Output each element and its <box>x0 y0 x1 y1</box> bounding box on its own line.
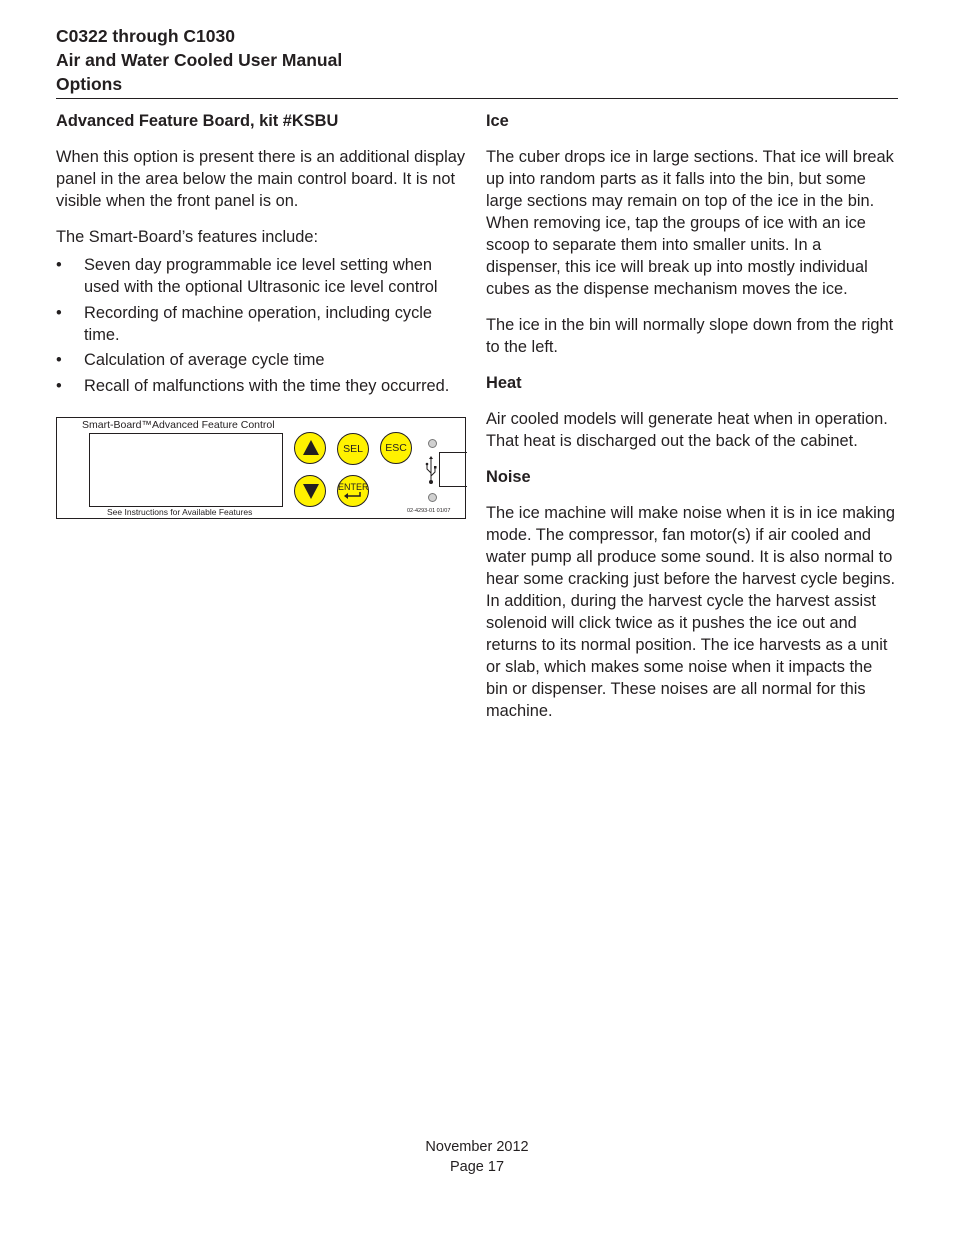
enter-button[interactable] <box>337 475 369 507</box>
ice-paragraph-1: The cuber drops ice in large sections. That ice will break up into random parts as it falls into the bin, but some large sections may remain on top of the ice in the bin. When removing ice, tap the groups of ice with an ice scoop to separate them into smaller units. In a dispenser, this ice will break up into mostly individual cubes as the dispense mechanism moves the ice. <box>486 148 894 298</box>
status-led-top <box>428 439 437 448</box>
left-column <box>56 110 470 400</box>
noise-paragraph: The ice machine will make noise when it is in ice making mode. The compressor, fan motor(s) if air cooled and water pump all produce some sound. It is also normal to hear some cracking just before the harvest cycle begins. In addition, during the harvest cycle the harvest assist solenoid will click twice as it pushes the ice out and returns to its normal position. The ice harvests as a unit or slab, which makes some noise when it impacts the bin or dispenser. These noises are all normal for this machine. <box>486 504 896 720</box>
status-led-bottom <box>428 493 437 502</box>
noise-heading: Noise <box>486 468 531 486</box>
list-item-text: Calculation of average cycle time <box>84 351 325 369</box>
right-column <box>486 110 898 736</box>
header-divider <box>56 98 898 99</box>
feature-list <box>56 254 470 397</box>
heat-heading: Heat <box>486 374 522 392</box>
esc-button[interactable]: ESC <box>380 432 412 464</box>
usb-icon <box>425 456 437 486</box>
smart-board-panel-diagram <box>56 417 466 519</box>
down-arrow-button[interactable] <box>294 475 326 507</box>
list-item <box>56 349 470 371</box>
list-item <box>56 375 470 397</box>
bullet-marker: • <box>56 256 62 274</box>
panel-title: Smart-Board™Advanced Feature Control <box>82 419 275 431</box>
bullet-marker: • <box>56 351 62 369</box>
footer-date: November 2012 <box>425 1139 529 1155</box>
footer-page-number: Page 17 <box>449 1159 505 1175</box>
up-arrow-button[interactable] <box>294 432 326 464</box>
list-item <box>56 302 470 346</box>
heat-paragraph: Air cooled models will generate heat when in operation. That heat is discharged out the back of the cabinet. <box>486 410 888 450</box>
advanced-feature-intro: When this option is present there is an additional display panel in the area below the main control board. It is not visible when the front panel is on. <box>56 148 466 210</box>
page-header <box>56 24 898 96</box>
up-arrow-icon <box>295 433 327 463</box>
list-item-text: Seven day programmable ice level setting when used with the optional Ultrasonic ice level control <box>84 256 438 296</box>
panel-part-code: 02-4293-01 01/07 <box>407 508 451 514</box>
down-arrow-icon <box>295 476 327 506</box>
bullet-marker: • <box>56 303 62 322</box>
list-item-text: Recording of machine operation, including cycle time. <box>84 303 433 344</box>
manual-model-range: C0322 through C1030 <box>56 26 235 46</box>
advanced-feature-heading: Advanced Feature Board, kit #KSBU <box>56 112 339 130</box>
usb-port <box>439 452 467 487</box>
features-lead: The Smart-Board’s features include: <box>56 228 319 246</box>
manual-title: Air and Water Cooled User Manual <box>56 50 343 70</box>
panel-display-screen <box>89 433 283 507</box>
panel-instructions-label: See Instructions for Available Features <box>107 507 253 517</box>
ice-paragraph-2: The ice in the bin will normally slope down from the right to the left. <box>486 316 894 356</box>
ice-heading: Ice <box>486 112 509 130</box>
sel-button[interactable]: SEL <box>337 433 369 465</box>
enter-button-label: ENTER <box>338 482 369 492</box>
list-item <box>56 254 470 298</box>
list-item-text: Recall of malfunctions with the time they occurred. <box>84 376 450 395</box>
enter-return-icon <box>343 492 363 500</box>
section-title: Options <box>56 74 123 94</box>
bullet-marker: • <box>56 376 62 395</box>
